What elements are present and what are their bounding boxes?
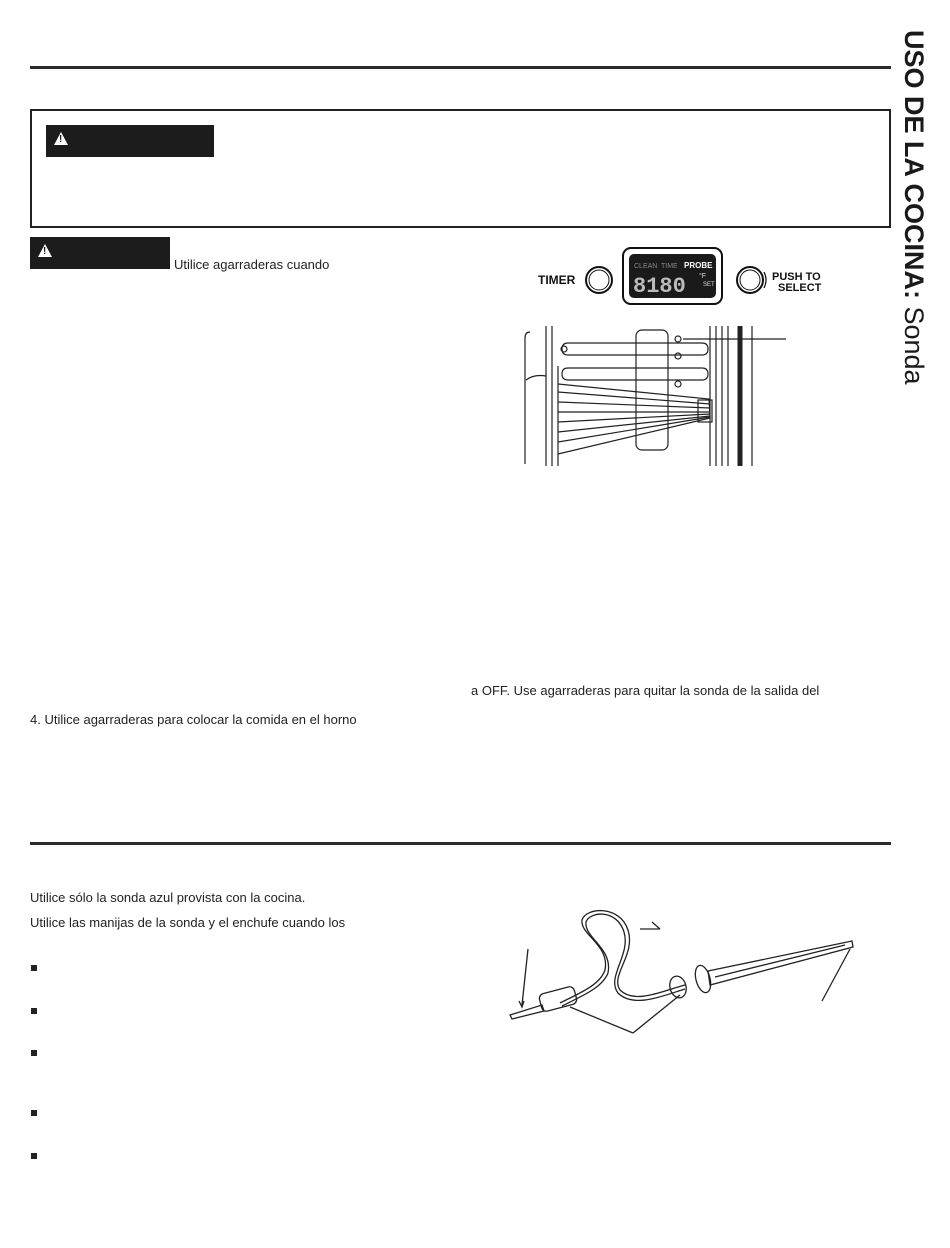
timer-knob-icon — [586, 267, 612, 293]
warning-triangle-icon — [54, 132, 68, 145]
svg-text:USO DE LA COCINA: Sonda — [899, 30, 929, 386]
bullet-3 — [31, 1050, 37, 1056]
display-set: SET — [703, 282, 715, 288]
display-unit: °F — [699, 273, 707, 280]
side-title-regular: Sonda — [898, 299, 929, 385]
section2-line-2: Utilice las manijas de la sonda y el enchufe cuando los — [30, 915, 346, 930]
side-title-bold: USO DE LA COCINA: — [898, 30, 929, 299]
warning-text: Utilice agarraderas cuando — [174, 257, 330, 272]
side-title — [898, 30, 942, 470]
display-probe: PROBE — [684, 261, 713, 270]
control-panel-illustration — [532, 244, 842, 308]
timer-label: TIMER — [538, 273, 576, 287]
push-label-2: SELECT — [778, 282, 822, 294]
display-time: TIME — [661, 263, 678, 270]
bullet-2 — [31, 1008, 37, 1014]
warning-badge — [46, 125, 214, 157]
display-clean: CLEAN — [634, 263, 658, 270]
push-label-1: PUSH TO — [772, 271, 821, 283]
oven-interior-illustration — [514, 326, 814, 470]
bullet-1 — [31, 965, 37, 971]
probe-outlet-icon — [675, 336, 681, 342]
bullet-4 — [31, 1110, 37, 1116]
section-rule — [30, 842, 891, 845]
step-4-text: 4. Utilice agarraderas para colocar la comida en el horno — [30, 712, 357, 727]
select-knob-icon — [737, 267, 766, 293]
oven-display — [623, 248, 722, 304]
section2-line-1: Utilice sólo la sonda azul provista con la cocina. — [30, 890, 306, 905]
display-digits: 8180 — [633, 274, 686, 299]
warning-badge-2 — [30, 237, 170, 269]
warning-triangle-icon — [38, 244, 52, 257]
top-rule — [30, 66, 891, 69]
probe-illustration — [500, 905, 860, 1045]
bullet-5 — [31, 1153, 37, 1159]
right-column-text: a OFF. Use agarraderas para quitar la sonda de la salida del — [471, 683, 820, 698]
